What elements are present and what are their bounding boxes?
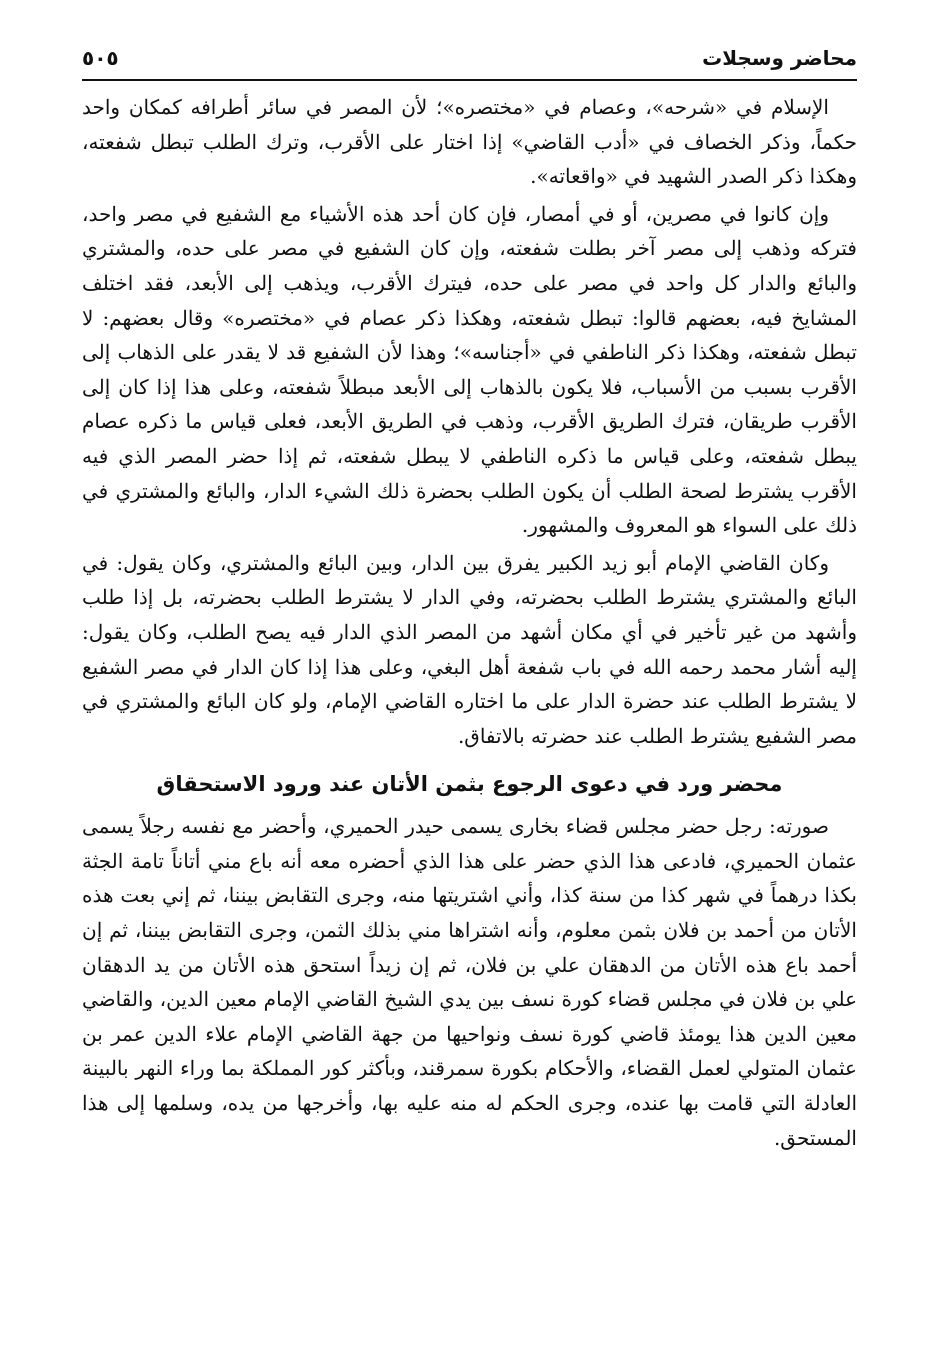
header-divider <box>82 79 857 81</box>
paragraph: وإن كانوا في مصرين، أو في أمصار، فإن كان أحد هذه الأشياء مع الشفيع في مصر واحد، فتركه وذهب إلى مصر آخر بطلت شفعته، وإن كان الشفيع في مصر على حده، والمشتري والبائع والدار كل واحد في مصر على حده، فيترك الأقرب، ويذهب إلى الأبعد، فقد اختلف المشايخ فيه، بعضهم قالوا: تبطل شفعته، وهكذا ذكر عصام في «مختصره» وقال بعضهم: لا تبطل شفعته، وهكذا ذكر الناطفي في «أجناسه»؛ وهذا لأن الشفيع قد لا يقدر على الذهاب إلى الأقرب بسبب من الأسباب، فلا يكون بالذهاب إلى الأبعد مبطلاً شفعته، وعلى هذا إذا كان إلى الأقرب طريقان، فترك الطريق الأقرب، وذهب في الطريق الأبعد، فعلى قياس ما ذكره عصام يبطل شفعته، وعلى قياس ما ذكره الناطفي لا يبطل شفعته، ثم إذا حضر المصر الذي فيه الأقرب يشترط لصحة الطلب أن يكون الطلب بحضرة ذلك الشيء الدار، والبائع والمشتري في ذلك على السواء هو المعروف والمشهور. <box>82 201 857 538</box>
body-text <box>82 90 857 1343</box>
running-header <box>82 40 857 76</box>
paragraph: صورته: رجل حضر مجلس قضاء بخارى يسمى حيدر الحميري، وأحضر مع نفسه رجلاً يسمى عثمان الحميري، فادعى هذا الذي حضر على هذا الذي أحضره معه أنه باع مني أتاناً تامة الجثة بكذا درهماً في شهر كذا من سنة كذا، وأني اشتريتها منه، وجرى التقابض بيننا، ثم إني بعت هذه الأتان من أحمد بن فلان بثمن معلوم، وأنه اشتراها مني بذلك الثمن، وجرى التقابض بيننا، ثم إن أحمد باع هذه الأتان من الدهقان علي بن فلان، ثم إن زيداً استحق هذه الأتان من يد الدهقان علي بن فلان في مجلس قضاء كورة نسف بين يدي الشيخ القاضي الإمام معين الدين، والقاضي معين الدين هذا يومئذ قاضي كورة نسف ونواحيها من جهة القاضي الإمام علاء الدين عمر بن عثمان المتولي لعمل القضاء، والأحكام بكورة سمرقند، وبأكثر كور المملكة بما وراء النهر بالبينة العادلة التي قامت بها عنده، وجرى الحكم له منه عليه بها، وأخرجها من يده، وسلمها إلى هذا المستحق. <box>82 814 858 1150</box>
running-title: محاضر وسجلات <box>702 46 857 70</box>
page-number: ٥٠٥ <box>82 46 119 70</box>
paragraph: وكان القاضي الإمام أبو زيد الكبير يفرق بين الدار، وبين البائع والمشتري، وكان يقول: في البائع والمشتري يشترط الطلب بحضرته، وفي الدار لا يشترط الطلب بحضرته، بل إذا طلب وأشهد من غير تأخير في أي مكان أشهد من المصر الذي الدار فيه يصح الطلب، وكان يقول: إليه أشار محمد رحمه الله في باب شفعة أهل البغي، وعلى هذا إذا كان الدار في مصر الشفيع لا يشترط الطلب عند حضرة الدار على ما اختاره القاضي الإمام، ولو كان البائع والمشتري في مصر الشفيع يشترط الطلب عند حضرته بالاتفاق. <box>82 550 857 748</box>
paragraph: الإسلام في «شرحه»، وعصام في «مختصره»؛ لأن المصر في سائر أطرافه كمكان واحد حكماً، وذكر الخصاف في «أدب القاضي» إذا اختار على الأقرب، وترك الطلب تبطل شفعته، وهكذا ذكر الصدر الشهيد في «واقعاته». <box>82 95 857 189</box>
section-heading: محضر ورد في دعوى الرجوع بثمن الأتان عند ورود الاستحقاق <box>156 772 783 797</box>
